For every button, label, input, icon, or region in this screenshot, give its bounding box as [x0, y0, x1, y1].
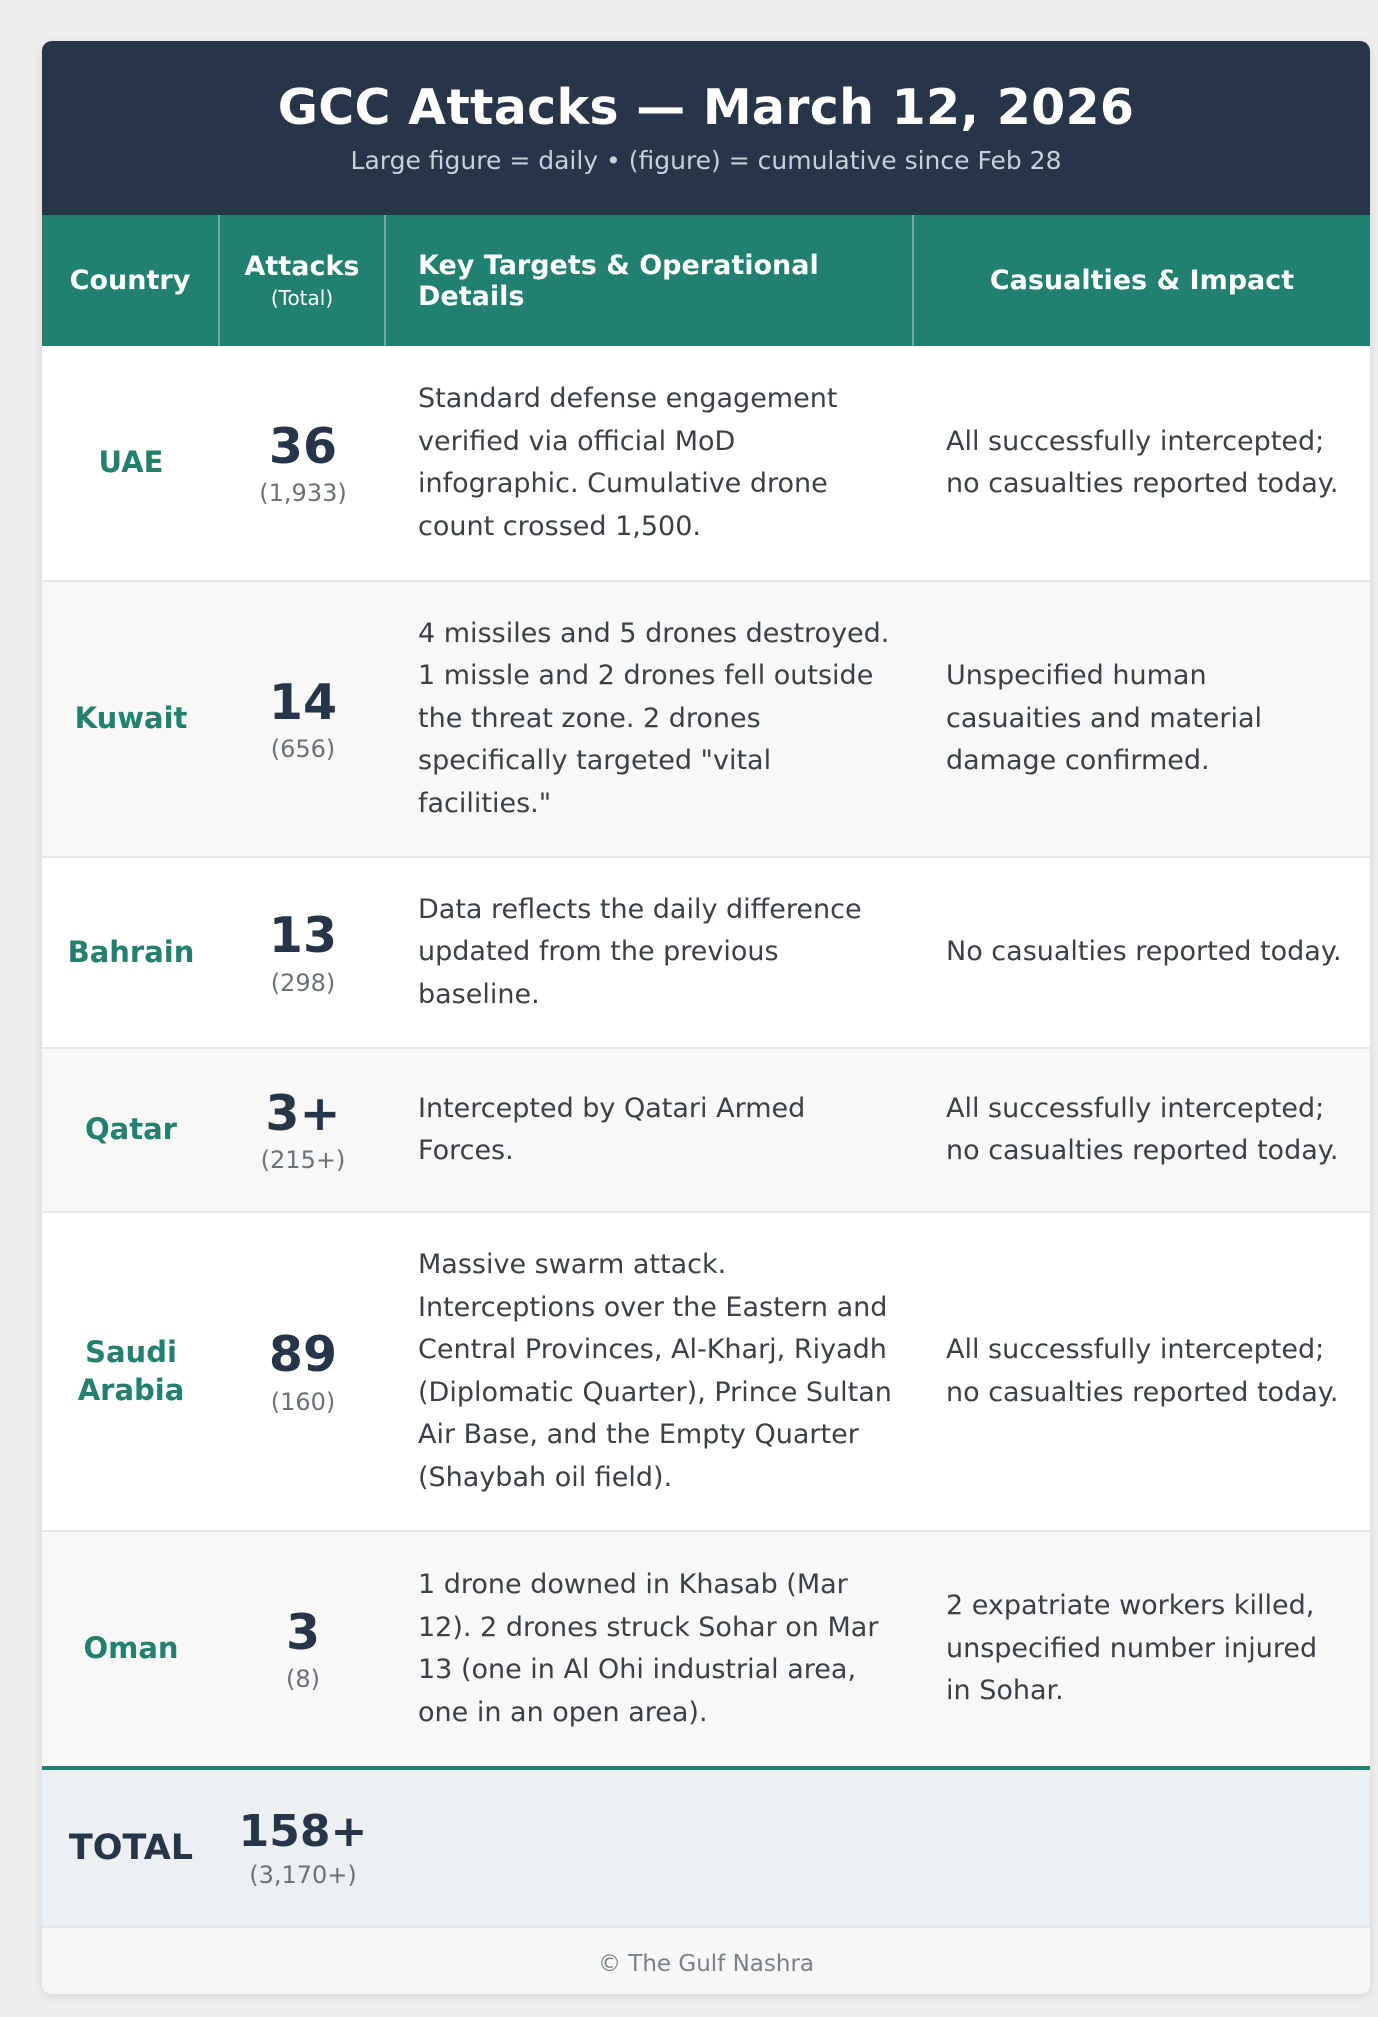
table-row	[42, 1213, 1370, 1532]
column-header-country-label: Country	[69, 265, 191, 296]
attacks-cell	[220, 582, 386, 856]
cumulative-attacks: (8)	[286, 1665, 320, 1694]
casualties-cell: All successfully intercepted; no casualties reported today.	[946, 1334, 1339, 1408]
total-attacks-cell	[220, 1770, 386, 1926]
table-header	[42, 215, 1370, 346]
country-cell: Saudi Arabia	[77, 1335, 185, 1407]
total-daily-attacks: 158+	[238, 1805, 368, 1857]
attacks-cell	[220, 1213, 386, 1530]
country-cell: Oman	[83, 1631, 179, 1666]
casualties-cell: Unspecified human casuaities and material damage confirmed.	[946, 660, 1263, 777]
country-cell: UAE	[98, 445, 164, 480]
column-header-casualties-label: Casualties & Impact	[989, 265, 1295, 296]
cumulative-attacks: (215+)	[260, 1146, 346, 1175]
details-cell: Intercepted by Qatari Armed Forces.	[418, 1092, 806, 1166]
casualties-cell: All successfully intercepted; no casualties reported today.	[946, 425, 1339, 499]
column-header-attacks-sublabel: (Total)	[270, 286, 334, 310]
details-cell: Standard defense engagement verified via official MoD infographic. Cumulative drone count crossed 1,500.	[418, 383, 838, 542]
attacks-table-card	[42, 41, 1370, 1994]
column-header-attacks	[220, 215, 386, 346]
country-cell: Qatar	[85, 1112, 177, 1147]
attacks-cell	[220, 1049, 386, 1211]
table-row	[42, 582, 1370, 858]
page-title: GCC Attacks — March 12, 2026	[277, 79, 1135, 136]
daily-attacks: 36	[268, 417, 338, 475]
page-subtitle: Large figure = daily • (figure) = cumulative since Feb 28	[350, 145, 1062, 175]
daily-attacks: 13	[268, 907, 338, 965]
table-row	[42, 1532, 1370, 1766]
attacks-cell	[220, 858, 386, 1047]
cumulative-attacks: (298)	[270, 968, 336, 997]
details-cell: Massive swarm attack. Interceptions over the Eastern and Central Provinces, Al-Kharj, Riyadh (Diplomatic Quarter), Prince Sultan Air Base, and the Empty Quarter (Shaybah oil field).	[418, 1249, 892, 1493]
details-cell: Data reflects the daily difference updated from the previous baseline.	[418, 893, 862, 1010]
casualties-cell: No casualties reported today.	[946, 936, 1342, 968]
column-header-casualties	[914, 215, 1370, 346]
table-body	[42, 346, 1370, 1766]
footer-credit: © The Gulf Nashra	[42, 1926, 1370, 1994]
cumulative-attacks: (160)	[270, 1387, 336, 1416]
column-header-details-label: Key Targets & Operational Details	[418, 249, 819, 312]
column-header-details	[386, 215, 914, 346]
daily-attacks: 3	[285, 1603, 321, 1661]
details-cell: 1 drone downed in Khasab (Mar 12). 2 drones struck Sohar on Mar 13 (one in Al Ohi industrial area, one in an open area).	[418, 1569, 879, 1728]
cumulative-attacks: (656)	[270, 735, 336, 764]
casualties-cell: All successfully intercepted; no casualties reported today.	[946, 1092, 1339, 1166]
details-cell: 4 missiles and 5 drones destroyed. 1 missle and 2 drones fell outside the threat zone. 2 drones specifically targeted "vital facilities."	[418, 617, 890, 819]
column-header-country	[42, 215, 220, 346]
country-cell: Bahrain	[67, 934, 195, 969]
total-row	[42, 1766, 1370, 1926]
daily-attacks: 89	[268, 1326, 338, 1384]
casualties-cell: 2 expatriate workers killed, unspecified number injured in Sohar.	[946, 1590, 1318, 1707]
attacks-cell	[220, 346, 386, 580]
table-row	[42, 1049, 1370, 1213]
attacks-cell	[220, 1532, 386, 1766]
total-cumulative-attacks: (3,170+)	[249, 1861, 357, 1890]
total-label: TOTAL	[68, 1828, 194, 1868]
title-bar	[42, 41, 1370, 215]
table-row	[42, 346, 1370, 582]
daily-attacks: 14	[268, 673, 338, 731]
daily-attacks: 3+	[265, 1084, 341, 1142]
country-cell: Kuwait	[74, 701, 188, 736]
column-header-attacks-label: Attacks	[244, 251, 360, 282]
cumulative-attacks: (1,933)	[259, 479, 347, 508]
table-row	[42, 858, 1370, 1049]
